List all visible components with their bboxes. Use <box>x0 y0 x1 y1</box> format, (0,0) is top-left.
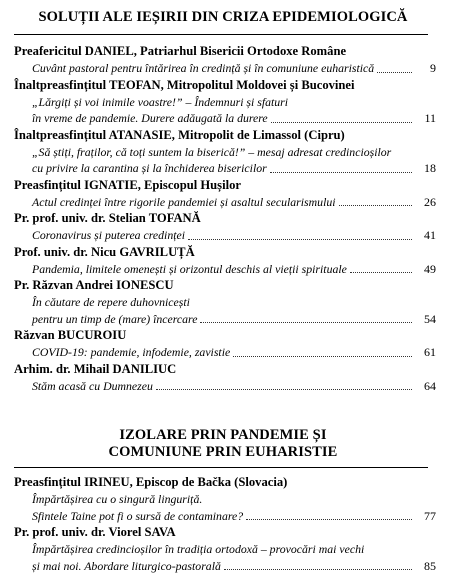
toc-entry-title: și mai noi. Abordare liturgico-pastorală <box>32 558 221 573</box>
toc-entry-title-line <box>14 344 436 361</box>
toc-entry-title-line <box>14 227 436 244</box>
toc-entry-title-line <box>14 541 436 558</box>
toc-entry-author: Preasfințitul IRINEU, Episcop de Bačka (Slovacia) <box>14 475 288 489</box>
toc-entry[interactable] <box>14 524 436 574</box>
toc-entry-title-line <box>14 60 436 77</box>
toc-entry-title-line <box>14 160 436 177</box>
toc-entry-title: cu privire la carantina și la închiderea bisericilor <box>32 161 267 175</box>
toc-entry-title-line <box>14 558 436 575</box>
section-title-line: COMUNIUNE PRIN EUHARISTIE <box>108 444 338 460</box>
toc-entry-author: Pr. prof. univ. dr. Viorel SAVA <box>14 525 176 539</box>
toc-entry-author: Răzvan BUCUROIU <box>14 328 127 342</box>
toc-entry-title: Pandemia, limitele omenești și orizontul deschis al vieții spirituale <box>32 261 347 276</box>
page-number: 49 <box>424 261 436 276</box>
toc-entry-title-line <box>14 194 436 211</box>
toc-entry-title-line <box>14 508 436 525</box>
toc-entry-title: Stăm acasă cu Dumnezeu <box>32 378 153 393</box>
dot-leader <box>233 356 412 357</box>
toc-entry[interactable] <box>14 77 436 127</box>
dot-leader <box>156 389 412 390</box>
dot-leader <box>271 122 412 123</box>
toc-entry[interactable] <box>14 210 436 244</box>
dot-leader <box>200 322 412 323</box>
page-number: 26 <box>424 194 436 209</box>
toc-entry[interactable] <box>14 327 436 361</box>
toc-entry-title-line <box>14 294 436 311</box>
toc-entry[interactable] <box>14 244 436 278</box>
toc-entry-title: „Să știți, fraților, că toți suntem la biserică!” – mesaj adresat credincioșilor <box>32 144 392 159</box>
page-number: 77 <box>424 508 436 523</box>
toc-entry-title-line <box>14 94 436 111</box>
page-number: 64 <box>424 378 436 393</box>
toc-entry-title: Sfintele Taine pot fi o sursă de contaminare? <box>32 508 244 523</box>
toc-entry-title: în vreme de pandemie. Durere adăugată la durere <box>32 111 268 125</box>
page-number: 9 <box>430 61 436 75</box>
page-number: 18 <box>424 161 436 175</box>
toc-entry-title-line <box>14 311 436 328</box>
toc-entry-author: Preafericitul DANIEL, Patriarhul Bisericii Ortodoxe Române <box>14 44 347 58</box>
toc-entry-author: Pr. prof. univ. dr. Stelian TOFANĂ <box>14 211 201 225</box>
toc-entry-title: „Lărgiți și voi inimile voastre!” – Îndemnuri și sfaturi <box>32 94 289 109</box>
toc-entry[interactable] <box>14 361 436 395</box>
toc-entry-title-line <box>14 110 436 127</box>
toc-entry-author: Prof. univ. dr. Nicu GAVRILUȚĂ <box>14 244 195 259</box>
toc-entry-author: Înaltpreasfințitul ATANASIE, Mitropolit de Limassol (Cipru) <box>14 127 345 142</box>
section-title: SOLUȚII ALE IEȘIRII DIN CRIZA EPIDEMIOLOGICĂ <box>38 9 408 25</box>
dot-leader <box>246 519 412 520</box>
toc-entry[interactable] <box>14 127 436 177</box>
toc-list <box>14 474 436 574</box>
section-title-line: IZOLARE PRIN PANDEMIE ȘI <box>119 427 327 443</box>
toc-entry-author: Preasfințitul IGNATIE, Episcopul Hușilor <box>14 177 241 192</box>
toc-entry-title-line <box>14 261 436 278</box>
toc-entry[interactable] <box>14 177 436 211</box>
toc-entry-title: COVID-19: pandemie, infodemie, zavistie <box>32 345 231 359</box>
page-number: 61 <box>424 345 436 359</box>
section-divider <box>14 467 428 468</box>
toc-entry-title: Cuvânt pastoral pentru întărirea în credință și în comuniune euharistică <box>32 61 375 75</box>
toc-entry-title: Împărtășirea credincioșilor în tradiția ortodoxă – provocări mai vechi <box>32 542 365 556</box>
dot-leader <box>350 272 412 273</box>
toc-entry-title: În căutare de repere duhovnicești <box>32 295 190 309</box>
toc-entry-title: pentru un timp de (mare) încercare <box>32 311 198 326</box>
section-title <box>14 427 432 461</box>
section-divider <box>14 34 428 35</box>
dot-leader <box>339 205 412 206</box>
page-number: 54 <box>424 311 436 326</box>
toc-entry-author: Înaltpreasfințitul TEOFAN, Mitropolitul Moldovei și Bucovinei <box>14 77 355 92</box>
toc-entry-title-line <box>14 378 436 395</box>
page-number: 41 <box>424 228 436 242</box>
toc-entry-title: Împărtășirea cu o singură linguriță. <box>32 492 203 506</box>
dot-leader <box>270 172 412 173</box>
toc-entry-author: Arhim. dr. Mihail DANILIUC <box>14 361 177 376</box>
toc-entry-title: Actul credinței între rigorile pandemiei și asaltul secularismului <box>32 194 336 209</box>
toc-entry-title-line <box>14 491 436 508</box>
toc-list <box>14 43 436 394</box>
toc-entry-title: Coronavirus și puterea credinței <box>32 228 186 242</box>
toc-entry[interactable] <box>14 43 436 77</box>
dot-leader <box>188 239 412 240</box>
page-number: 85 <box>424 558 436 573</box>
dot-leader <box>224 569 412 570</box>
dot-leader <box>377 72 412 73</box>
toc-entry[interactable] <box>14 277 436 327</box>
toc-entry[interactable] <box>14 474 436 524</box>
toc-entry-title-line <box>14 144 436 161</box>
page-number: 11 <box>424 111 436 125</box>
toc-entry-author: Pr. Răzvan Andrei IONESCU <box>14 278 174 292</box>
